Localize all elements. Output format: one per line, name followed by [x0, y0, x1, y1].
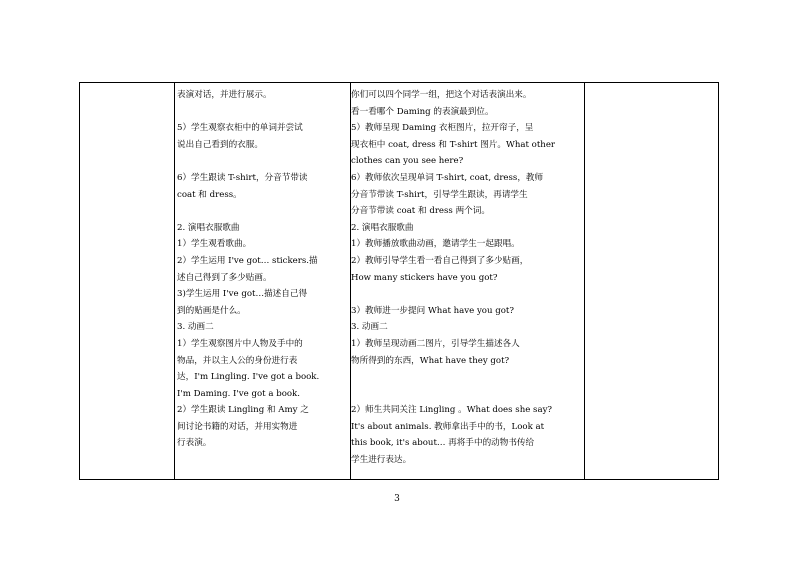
column-divider-1 [174, 83, 175, 479]
student-activity-line: 说出自己看到的衣服。 [177, 139, 263, 150]
teacher-activity-line: 看一看哪个 Daming 的表演最到位。 [351, 106, 494, 117]
teacher-activity-line: 1）教师呈现动画二图片，引导学生描述各人 [351, 338, 520, 349]
teacher-activity-line: 3. 动画二 [351, 322, 388, 333]
column-divider-3 [584, 83, 585, 479]
student-activity-line: 行表演。 [177, 438, 212, 449]
teacher-activity-line [351, 386, 580, 403]
teacher-activity-line: 5）教师呈现 Daming 衣柜图片，拉开帘子，呈 [351, 123, 534, 134]
teacher-activity-line: It's about animals. 教师拿出手中的书，Look at [351, 421, 545, 432]
teacher-activity-column [351, 87, 580, 469]
student-activity-line: 表演对话，并进行展示。 [177, 90, 272, 100]
student-activity-line: 6）学生跟读 T-shirt，分音节带读 [177, 172, 308, 183]
teacher-activity-line: 2）师生共同关注 Lingling 。What does she say? [351, 405, 553, 416]
student-activity-line [177, 203, 349, 220]
teacher-activity-line: 6）教师依次呈现单词 T-shirt, coat, dress，教师 [351, 172, 544, 183]
student-activity-line: 1）学生观察图片中人物及手中的 [177, 338, 303, 349]
student-activity-line: 到的贴画是什么。 [177, 305, 246, 316]
student-activity-line: 间讨论书籍的对话，并用实物进 [177, 421, 298, 432]
student-activity-column [177, 87, 349, 452]
student-activity-line: 物品，并以主人公的身份进行表 [177, 355, 298, 366]
student-activity-line: 2. 演唱衣服歌曲 [177, 222, 240, 233]
teacher-activity-line: 2）教师引导学生看一看自己得到了多少贴画， [351, 255, 529, 266]
teacher-activity-line: 现衣柜中 coat, dress 和 T-shirt 图片。What other [351, 139, 556, 150]
teacher-activity-line: this book, it's about… 再将手中的动物书传给 [351, 438, 535, 449]
student-activity-line: 5）学生观察衣柜中的单词并尝试 [177, 123, 303, 134]
student-activity-line [177, 153, 349, 170]
student-activity-line [177, 104, 349, 121]
page-number: 3 [394, 494, 400, 504]
student-activity-line: 达，I'm Lingling. I've got a book. [177, 372, 320, 383]
student-activity-line: coat 和 dress。 [177, 189, 242, 200]
teacher-activity-line: 分音节带读 T-shirt，引导学生跟读，再请学生 [351, 189, 528, 200]
teacher-activity-line [351, 286, 580, 303]
teacher-activity-line: 学生进行表达。 [351, 455, 412, 466]
teacher-activity-line: 分音节带读 coat 和 dress 两个词。 [351, 206, 490, 217]
teacher-activity-line: 3）教师进一步提问 What have you got? [351, 305, 514, 316]
teacher-activity-line: 你们可以四个同学一组，把这个对话表演出来。 [351, 90, 532, 100]
teacher-activity-line: 1）教师播放歌曲动画，邀请学生一起跟唱。 [351, 239, 520, 250]
student-activity-line: 2）学生运用 I've got… stickers.描 [177, 255, 318, 266]
student-activity-line: 1）学生观看歌曲。 [177, 239, 252, 250]
teacher-activity-line: clothes can you see here? [351, 156, 464, 167]
student-activity-line: 述自己得到了多少贴画。 [177, 272, 272, 283]
teacher-activity-line [351, 369, 580, 386]
teacher-activity-line: 物所得到的东西，What have they got? [351, 355, 510, 366]
teacher-activity-line: 2. 演唱衣服歌曲 [351, 222, 414, 233]
student-activity-line: 2）学生跟读 Lingling 和 Amy 之 [177, 405, 309, 416]
student-activity-line: 3. 动画二 [177, 322, 214, 333]
student-activity-line: 3)学生运用 I've got…描述自己得 [177, 289, 308, 300]
student-activity-line: I'm Daming. I've got a book. [177, 388, 300, 399]
teacher-activity-line: How many stickers have you got? [351, 272, 498, 283]
lesson-plan-table [79, 82, 719, 480]
